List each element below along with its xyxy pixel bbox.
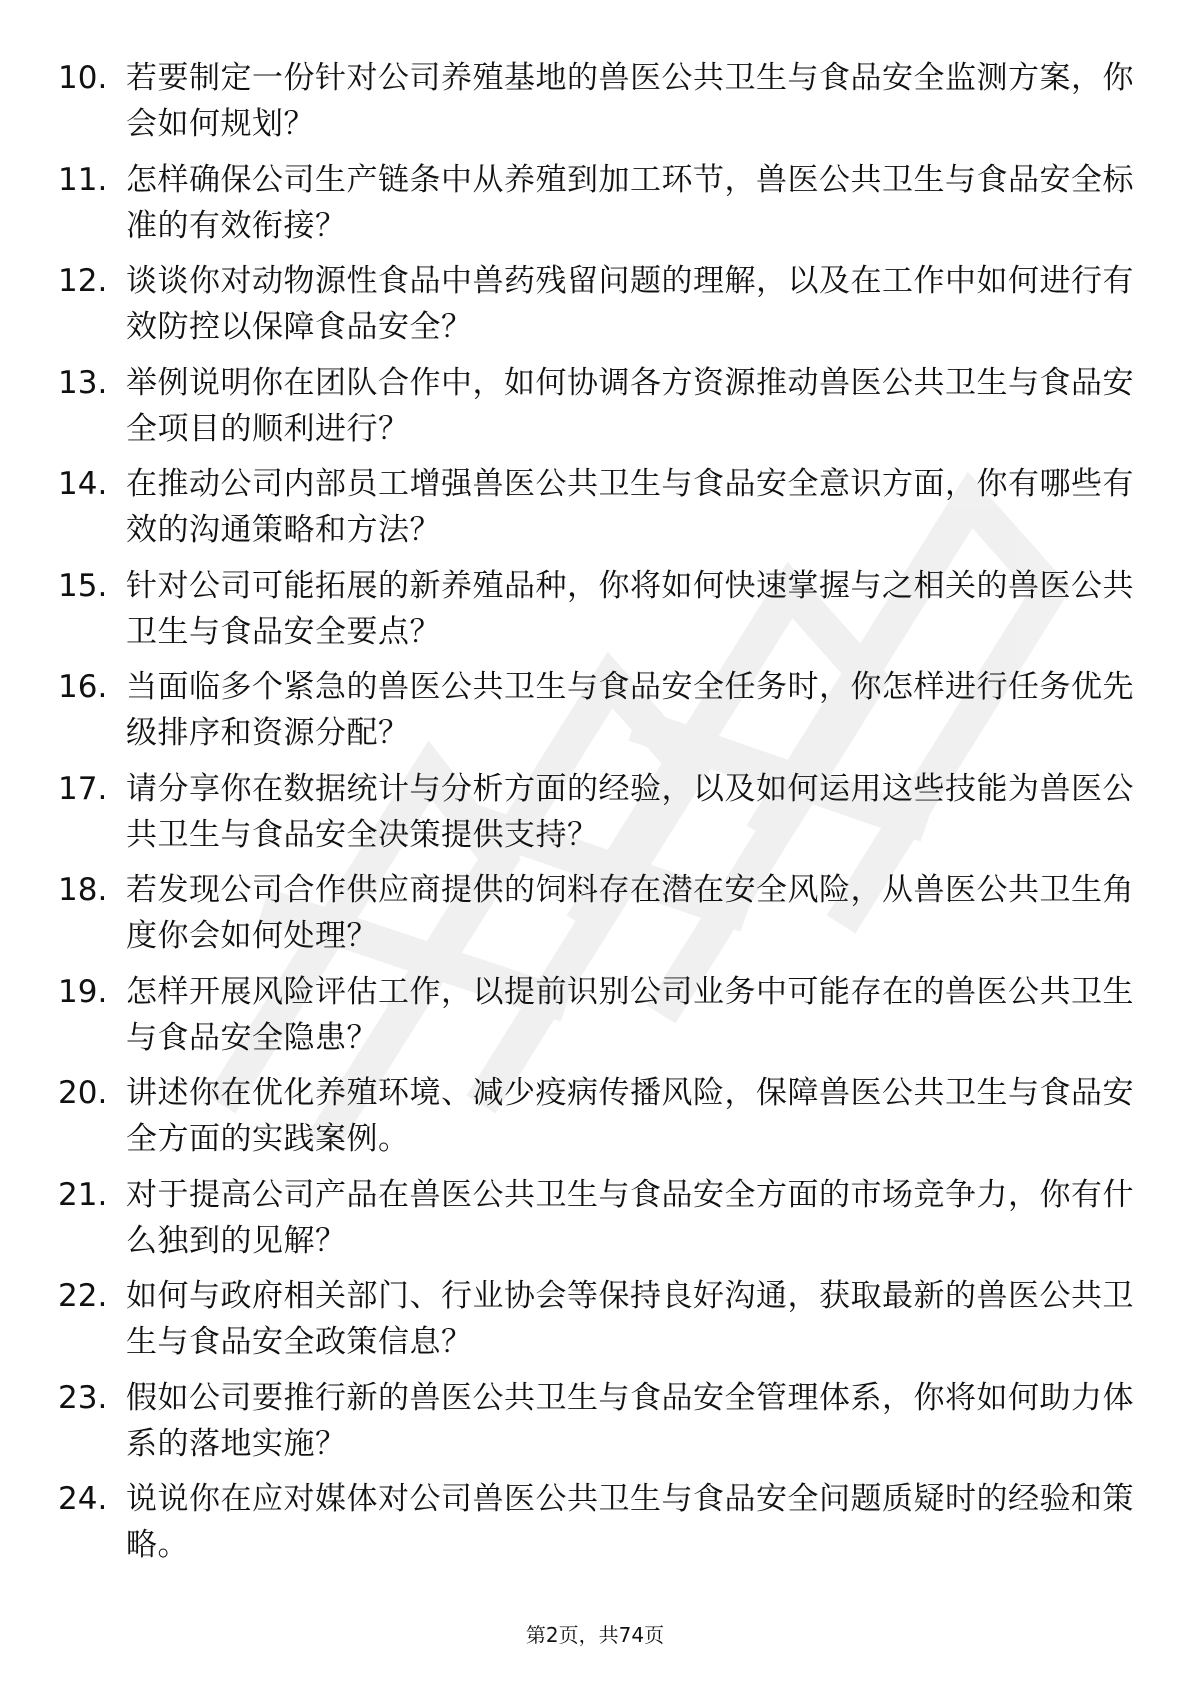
question-number: 13. (58, 364, 108, 401)
question-text: 举例说明你在团队合作中，如何协调各方资源推动兽医公共卫生与食品安全项目的顺利进行？ (126, 364, 1134, 447)
list-item (58, 969, 1138, 1071)
list-item (58, 766, 1138, 868)
list-item (58, 1476, 1138, 1578)
question-number: 14. (58, 466, 108, 502)
list-item (58, 461, 1138, 563)
question-text: 在推动公司内部员工增强兽医公共卫生与食品安全意识方面，你有哪些有效的沟通策略和方法？ (126, 466, 1134, 548)
list-item (58, 664, 1138, 766)
list-item (58, 157, 1138, 259)
question-number: 15. (58, 567, 108, 604)
question-text: 讲述你在优化养殖环境、减少疫病传播风险，保障兽医公共卫生与食品安全方面的实践案例。 (126, 1075, 1134, 1157)
list-item (58, 1273, 1138, 1375)
list-item (58, 867, 1138, 969)
question-number: 17. (58, 770, 108, 807)
list-item (58, 1172, 1138, 1274)
question-text: 怎样确保公司生产链条中从养殖到加工环节，兽医公共卫生与食品安全标准的有效衔接？ (126, 161, 1134, 244)
question-text: 若发现公司合作供应商提供的饲料存在潜在安全风险，从兽医公共卫生角度你会如何处理？ (126, 872, 1134, 954)
question-number: 12. (58, 263, 108, 299)
question-number: 24. (58, 1481, 108, 1517)
question-number: 16. (58, 669, 108, 705)
question-text: 谈谈你对动物源性食品中兽药残留问题的理解，以及在工作中如何进行有效防控以保障食品安全？ (126, 263, 1134, 345)
question-text: 说说你在应对媒体对公司兽医公共卫生与食品安全问题质疑时的经验和策略。 (126, 1481, 1134, 1563)
question-number: 21. (58, 1176, 108, 1213)
list-item (58, 1375, 1138, 1477)
question-number: 20. (58, 1075, 108, 1111)
question-number: 22. (58, 1278, 108, 1314)
question-text: 怎样开展风险评估工作，以提前识别公司业务中可能存在的兽医公共卫生与食品安全隐患？ (126, 973, 1134, 1056)
question-number: 23. (58, 1379, 108, 1416)
question-number: 10. (58, 60, 108, 96)
question-text: 针对公司可能拓展的新养殖品种，你将如何快速掌握与之相关的兽医公共卫生与食品安全要点？ (126, 567, 1134, 650)
question-number: 11. (58, 161, 108, 198)
list-item (58, 360, 1138, 462)
list-item (58, 55, 1138, 157)
question-text: 如何与政府相关部门、行业协会等保持良好沟通，获取最新的兽医公共卫生与食品安全政策信息？ (126, 1278, 1134, 1360)
list-item (58, 258, 1138, 360)
question-text: 若要制定一份针对公司养殖基地的兽医公共卫生与食品安全监测方案，你会如何规划？ (126, 60, 1134, 142)
question-number: 18. (58, 872, 108, 908)
question-number: 19. (58, 973, 108, 1010)
question-list (58, 55, 1138, 1578)
question-text: 当面临多个紧急的兽医公共卫生与食品安全任务时，你怎样进行任务优先级排序和资源分配？ (126, 669, 1134, 751)
list-item (58, 563, 1138, 665)
question-text: 假如公司要推行新的兽医公共卫生与食品安全管理体系，你将如何助力体系的落地实施？ (126, 1379, 1134, 1462)
page-number-footer: 第2页，共74页 (525, 1623, 665, 1647)
question-text: 请分享你在数据统计与分析方面的经验，以及如何运用这些技能为兽医公共卫生与食品安全决策提供支持？ (126, 770, 1134, 853)
list-item (58, 1070, 1138, 1172)
question-text: 对于提高公司产品在兽医公共卫生与食品安全方面的市场竞争力，你有什么独到的见解？ (126, 1176, 1134, 1259)
